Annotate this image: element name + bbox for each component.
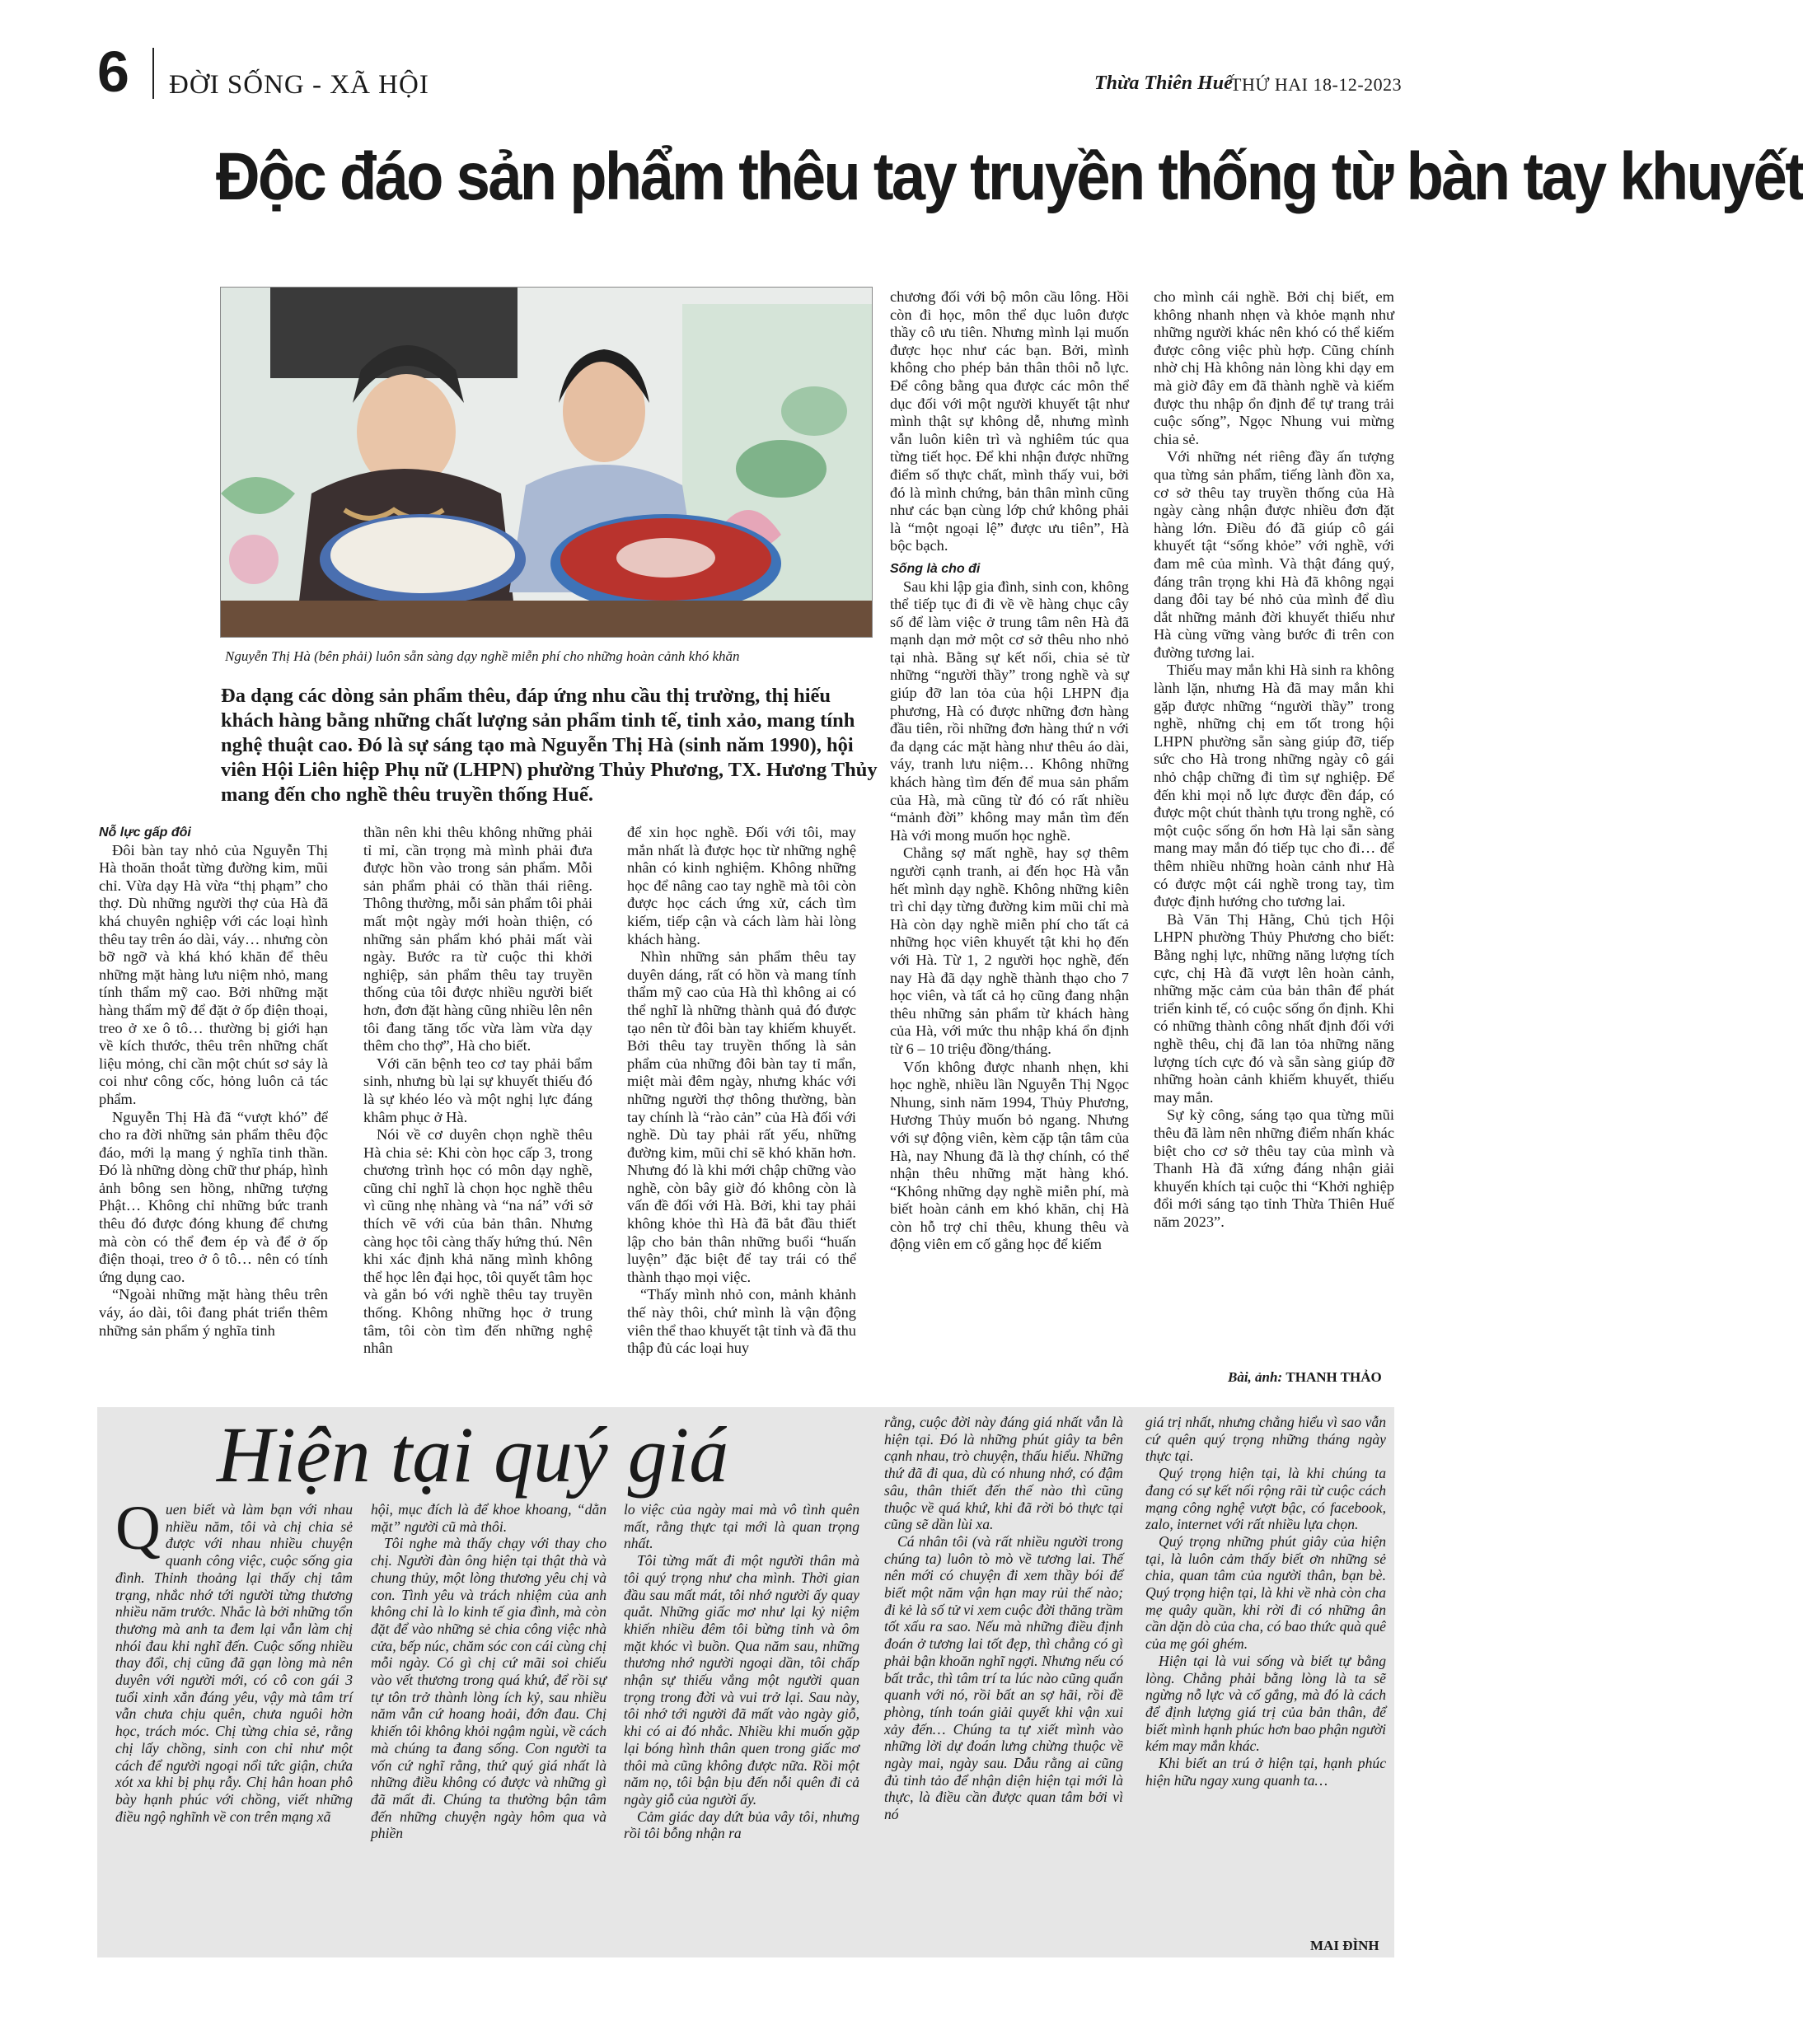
drop-cap: Q xyxy=(115,1494,161,1563)
byline-author: THANH THẢO xyxy=(1286,1369,1382,1385)
article-column-5 xyxy=(1154,288,1394,1231)
section-title: ĐỜI SỐNG - XÃ HỘI xyxy=(169,70,429,100)
paragraph: Với căn bệnh teo cơ tay phải bẩm sinh, nhưng bù lại sự khuyết thiếu đó là sự khéo léo và một nghị lực đáng khâm phục ở Hà. xyxy=(363,1055,592,1125)
embroidery-photo-illustration xyxy=(221,288,872,637)
paragraph: Bà Văn Thị Hằng, Chủ tịch Hội LHPN phường Thủy Phương cho biết: Bằng nghị lực, những năng lượng tích cực, chị Hà đã vượt lên hoàn cảnh, những mặc cảm của bản thân để phát triển kinh tế, có cuộc sống ổn định. Khi có những thành công nhất định đối với nghề thêu, chị đã lan tỏa những năng lượng tích cực đó và sẵn sàng giúp đỡ những hoàn cảnh khiếm khuyết, thiếu may mắn. xyxy=(1154,910,1394,1106)
essay-column-1 xyxy=(115,1494,353,1825)
page-number: 6 xyxy=(97,40,129,104)
paragraph: Nhìn những sản phẩm thêu tay duyên dáng, rất có hồn và mang tính thẩm mỹ cao của Hà thì không ai có thể nghĩ là những thành quả đó được tạo nên từ đôi bàn tay khiếm khuyết. Bởi thêu tay truyền thống là sản phẩm của những đôi bàn tay tỉ mẩn, miệt mài đêm ngày, nhưng khác với những người thợ thông thường, bàn tay chính là “rào cản” của Hà đối với nghề. Dù tay phải rất yếu, những đường kim, mũi chỉ sẽ khó khăn hơn. Nhưng đó là khi mới chập chững vào nghề, còn bây giờ đó không còn là vấn đề đối với Hà. Bởi, khi tay phải không khỏe thì Hà đã bắt đầu thiết lập cho bản thân những buổi “huấn luyện” đặc biệt để tay trái có thể thành thạo mọi việc. xyxy=(627,948,856,1285)
paragraph: “Thấy mình nhỏ con, mảnh khảnh thế này thôi, chứ mình là vận động viên thể thao khuyết tật tỉnh và đã thu thập đủ các loại huy xyxy=(627,1286,856,1357)
byline xyxy=(1228,1369,1382,1386)
article-photo xyxy=(220,287,873,638)
subheading: Sống là cho đi xyxy=(890,561,981,576)
paragraph: Quý trọng những phút giây của hiện tại, là luôn cảm thấy biết ơn những sẻ chia, quan tâm của người thân, bạn bè. Quý trọng hiện tại, là khi về nhà còn cha mẹ quây quần, khi rời đi có những ân cần dặn dò của cha, có bao thức quà quê của mẹ gói ghém. xyxy=(1145,1532,1386,1653)
paragraph: hội, mục đích là để khoe khoang, “dằn mặt” người cũ mà thôi. xyxy=(371,1501,606,1535)
header-divider xyxy=(152,48,154,99)
paragraph: Sự kỳ công, sáng tạo qua từng mũi thêu đã làm nên những điểm nhấn khác biệt cho cơ sở thêu tay của mình và Thanh Hà đã xứng đáng nhận giải khuyến khích tại cuộc thi “Khởi nghiệp đổi mới sáng tạo tỉnh Thừa Thiên Huế năm 2023”. xyxy=(1154,1106,1394,1230)
paragraph: Tôi từng mất đi một người thân mà tôi quý trọng như cha mình. Thời gian đầu sau mất mát, tôi nhớ người ấy quay quắt. Những giấc mơ như lại kỷ niệm khiến nhiều đêm tôi bừng tỉnh và ôm mặt khóc vì buồn. Qua năm sau, những thương nhớ người ngoại dần, tôi chấp nhận sự thiếu vắng một người quan trọng trong đời và vui trở lại. Sau này, tôi nhớ tới người đã mất vào ngày giỗ, khi có ai đó nhắc. Nhiều khi muốn gặp lại bóng hình thân quen trong giấc mơ thôi mà cũng không được nữa. Rồi một năm nọ, tôi bận bịu đến nỗi quên đi cả ngày giỗ của người ấy. xyxy=(624,1552,859,1808)
paragraph: “Ngoài những mặt hàng thêu trên váy, áo dài, tôi đang phát triển thêm những sản phẩm ý nghĩa tinh xyxy=(99,1286,328,1339)
issue-date: THỨ HAI 18-12-2023 xyxy=(1230,74,1403,95)
paragraph: Khi biết an trú ở hiện tại, hạnh phúc hiện hữu ngay xung quanh ta… xyxy=(1145,1755,1386,1789)
paragraph: Cảm giác day dứt bủa vây tôi, nhưng rồi tôi bỗng nhận ra xyxy=(624,1808,859,1842)
article-lead: Đa dạng các dòng sản phẩm thêu, đáp ứng nhu cầu thị trường, thị hiếu khách hàng bằng những chất lượng sản phẩm tinh tế, tinh xảo, mang tính nghệ thuật cao. Đó là sự sáng tạo mà Nguyễn Thị Hà (sinh năm 1990), hội viên Hội Liên hiệp Phụ nữ (LHPN) phường Thủy Phương, TX. Hương Thủy mang đến cho nghề thêu truyền thống Huế. xyxy=(221,685,878,806)
paragraph: Với những nét riêng đầy ấn tượng qua từng sản phẩm, tiếng lành đồn xa, cơ sở thêu tay truyền thống của Hà ngày càng nhận được nhiều đơn đặt hàng lớn. Điều đó đã giúp cô gái khuyết tật “sống khỏe” với nghề, với đam mê của mình. Và thật đáng quý, đáng trân trọng khi Hà đã không ngại dang đôi tay bé nhỏ của mình để dìu dắt những mảnh đời khuyết thiếu như Hà cùng vững vàng bước đi trên con đường tương lai. xyxy=(1154,448,1394,661)
paragraph: Thiếu may mắn khi Hà sinh ra không lành lặn, nhưng Hà đã may mắn khi gặp được những “người thầy” trong nghề, những chị em tốt trong hội LHPN phường sẵn sàng giúp đỡ, tiếp sức cho Hà trong những ngày cô gái nhỏ chập chững đi tìm sự nghiệp. Để đến khi mọi nỗ lực được đền đáp, có được một chút thành tựu trong nghề, có một cuộc sống ổn hơn Hà lại sẵn sàng mang may mắn đó tiếp tục cho đi… để thêm nhiều những hoàn cảnh như Hà có được một cái nghề trong tay, tìm được định hướng cho tương lai. xyxy=(1154,662,1394,910)
paragraph: uen biết và làm bạn với nhau nhiều năm, tôi và chị chia sẻ được với nhau nhiều chuyện quanh công việc, cuộc sống gia đình. Thỉnh thoảng lại thấy chị tâm trạng, nhắc nhớ tới người từng thương nhiều năm trước. Nhắc là bởi những tổn thương mà anh ta đem lại vẫn làm chị nhói đau khi nghĩ đến. Cuộc sống nhiều thay đổi, chị cũng đã gạn lòng mà nên duyên với người mới, có cô con gái 3 tuổi xinh xắn đáng yêu, vậy mà tâm trí vẫn chưa chịu quên, chưa nguôi hờn học, trách móc. Chị từng chia sẻ, rằng chị lấy chồng, sinh con chỉ như một cách để người ngoại nổi tức giận, chứa xót xa khi bị phụ rẫy. Chị hân hoan phô bày hạnh phúc với chồng, viết những điều ngộ nghĩnh về con trên mạng xã xyxy=(115,1501,353,1825)
paragraph: Tôi nghe mà thấy chạy với thay cho chị. Người đàn ông hiện tại thật thà và chung thủy, một lòng thương yêu chị và con. Tình yêu và trách nhiệm của anh không chỉ là lo kinh tế gia đình, mà còn đặt để vào những sẻ chia công việc nhà cửa, bếp núc, chăm sóc con cái cùng chị mỗi ngày. Có gì chị cứ mãi soi chiếu vào vết thương trong quá khứ, để rồi sự tự tôn trở thành lòng ích kỷ, sau nhiều năm vẫn cứ hoang hoải, đớn đau. Chị khiến tôi không khỏi ngậm ngùi, về cách mà chúng ta đang sống. Con người ta vốn cứ nghĩ rằng, thứ quý giá nhất là những điều không có được và những gì đã mất đi. Chúng ta thường bận tâm đến những chuyện ngày hôm qua và phiền xyxy=(371,1535,606,1842)
photo-caption: Nguyễn Thị Hà (bên phải) luôn sẵn sàng dạy nghề miễn phí cho những hoàn cảnh khó khăn xyxy=(225,648,740,664)
essay-column-4 xyxy=(884,1414,1123,1823)
essay-column-3 xyxy=(624,1501,859,1842)
paragraph: Hiện tại là vui sống và biết tự bằng lòng. Chẳng phải bằng lòng là ta sẽ ngừng nỗ lực và cố gắng, mà đó là cách để định lượng giá trị của bản thân, để biết mình hạnh phúc hơn bao phận người kém may mắn khác. xyxy=(1145,1652,1386,1755)
article-column-3 xyxy=(627,824,856,1358)
paragraph: Vốn không được nhanh nhẹn, khi học nghề, nhiều lần Nguyễn Thị Ngọc Nhung, sinh năm 1994, Thủy Phương, Hương Thủy muốn bỏ ngang. Nhưng với sự động viên, kèm cặp tận tâm của Hà, nay Nhung đã là thợ chính, có thể nhận thêu những mặt hàng khó. “Không những dạy nghề miễn phí, mà biết hoàn cảnh em khó khăn, chị Hà còn hỗ trợ chỉ thêu, khung thêu và động viên em cố gắng học để kiếm xyxy=(890,1058,1129,1253)
paragraph: để xin học nghề. Đối với tôi, may mắn nhất là được học từ những nghệ nhân có kinh nghiệm. Không những học để nâng cao tay nghề mà tôi còn được học cách ứng xử, cách tìm kiếm, tiếp cận và cách làm hài lòng khách hàng. xyxy=(627,824,856,947)
newspaper-name: Thừa Thiên Huế xyxy=(1094,72,1233,94)
article-column-1 xyxy=(99,824,328,1340)
subheading: Nỗ lực gấp đôi xyxy=(99,826,191,840)
paragraph: Chẳng sợ mất nghề, hay sợ thêm người cạnh tranh, ai đến học Hà vẫn hết mình dạy nghề. Không những kiên trì chỉ dạy từng đường kim mũi chỉ mà Hà còn dạy nghề miễn phí cho tất cả những học viên khuyết tật khi họ đến với Hà. Từ 1, 2 người học nghề, đến nay Hà đã dạy nghề thành thạo cho 7 học viên, và tất cả họ cũng đang nhận thêu những sản phẩm từ khách hàng của Hà, với mức thu nhập khá ổn định từ 6 – 10 triệu đồng/tháng. xyxy=(890,844,1129,1057)
paragraph: Nguyễn Thị Hà đã “vượt khó” để cho ra đời những sản phẩm thêu độc đáo, mới lạ mang ý nghĩa tinh thần. Đó là những dòng chữ thư pháp, hình ảnh bông sen hồng, những tượng Phật… Không chỉ những bức tranh thêu đó được đóng khung để chưng mà còn có thể đem ép và để ở ốp điện thoại, treo ở ô tô… nên có tính ứng dụng cao. xyxy=(99,1108,328,1285)
article-column-2 xyxy=(363,824,592,1358)
paragraph: rằng, cuộc đời này đáng giá nhất vẫn là hiện tại. Đó là những phút giây ta bên cạnh nhau, trò chuyện, thấu hiểu. Những thứ đã đi qua, dù có nhung nhớ, có đậm sâu, thân thiết đến thế nào thì cũng thuộc về quá khứ, khi đã rời bỏ thực tại cũng sẽ dần lùi xa. xyxy=(884,1414,1123,1533)
essay-author: MAI ĐÌNH xyxy=(1310,1938,1379,1953)
essay-title: Hiện tại quý giá xyxy=(217,1410,729,1499)
paragraph: Sau khi lập gia đình, sinh con, không thể tiếp tục đi đi về về hàng chục cây số để làm việc ở trung tâm nên Hà đã mạnh dạn mở một cơ sở thêu nho nhỏ tại nhà. Bằng sự kết nối, chia sẻ từ những “người thầy” trong nghề và sự giúp đỡ lan tỏa của hội LHPN địa phương, Hà có được những đơn hàng đầu tiên, rồi những đơn hàng thứ n với đa dạng các mặt hàng như thêu áo dài, váy, tranh lưu niệm… Không những khách hàng tìm đến để mua sản phẩm của Hà, mà cũng từ đó có rất nhiều “mảnh đời” không may mắn tìm đến Hà với mong muốn học nghề. xyxy=(890,578,1129,844)
paragraph: Nói về cơ duyên chọn nghề thêu Hà chia sẻ: Khi còn học cấp 3, trong chương trình học có môn dạy nghề, cũng chỉ nghĩ là chọn học nghề thêu vì cũng nhẹ nhàng và “na ná” với sở thích vẽ với của bản thân. Nhưng càng học tôi càng thấy hứng thú. Nên khi xác định khả năng mình không thể học lên đại học, tôi quyết tâm học và gắn bó với nghề thêu tay truyền thống. Không những học ở trung tâm, tôi còn tìm đến những nghệ nhân xyxy=(363,1126,592,1357)
paragraph: chương đối với bộ môn cầu lông. Hồi còn đi học, môn thể dục luôn được thầy cô ưu tiên. Nhưng mình lại muốn được học như các bạn. Bởi, mình không cho phép bản thân thôi nỗ lực. Để công bằng qua được các môn thể dục đối với một người khuyết tật như mình thật sự không dễ, nhưng mình vẫn luôn kiên trì và nghiêm túc qua từng tiết học. Để khi nhận được những điểm số thực chất, mình thấy vui, bởi đó là mình chứng, bản thân mình cũng như các bạn cùng lớp chứ không phải là “một ngoại lệ” được ưu tiên”, Hà bộc bạch. xyxy=(890,288,1129,554)
essay-column-5 xyxy=(1145,1414,1386,1789)
paragraph: Cá nhân tôi (và rất nhiều người trong chúng ta) luôn tò mò về tương lai. Thế nên mới có chuyện đi xem thầy bói để biết một năm vận hạn may rủi thế nào; đi kẻ là số tử vi xem cuộc đời thăng trầm tốt xấu ra sao. Nếu mà những điều định đoán ở tương lai tốt đẹp, thì chẳng có gì phải bận khoăn nghĩ ngợi. Nhưng nếu có bất trắc, thì tâm trí ta lúc nào cũng quẩn quanh với nó, rồi bất an sợ hãi, rồi đề phòng, tính toán giải quyết khi vận xui xảy đến… Chúng ta tự xiết mình vào những lời dự đoán lưng chừng thuộc về ngày mai, ngày sau. Dẫu rằng ai cũng đủ tinh tảo để nhận diện hiện tại mới là thực, là điều cần được quan tâm bởi vì nó xyxy=(884,1532,1123,1823)
byline-label: Bài, ảnh: xyxy=(1228,1369,1283,1385)
article-headline: Độc đáo sản phẩm thêu tay truyền thống từ bàn tay khuyết xyxy=(216,139,1803,214)
paragraph: thần nên khi thêu không những phải tỉ mỉ, cần trọng mà mình phải đưa được hồn vào trong sản phẩm. Mỗi sản phẩm phải có thần thái riêng. Thông thường, mỗi sản phẩm tôi phải mất một ngày mới hoàn thiện, có những sản phẩm khó phải mất vài ngày. Bước ra từ cuộc thi khởi nghiệp, sản phẩm thêu tay truyền thống của tôi được nhiều người biết hơn, đơn đặt hàng cũng nhiều lên nên tôi đang tăng tốc vừa làm vừa dạy thêm cho thợ”, Hà cho biết. xyxy=(363,824,592,1055)
paragraph: Quý trọng hiện tại, là khi chúng ta đang có sự kết nối rộng rãi từ cuộc cách mạng công nghệ vượt bậc, có facebook, zalo, internet với rất nhiều lựa chọn. xyxy=(1145,1465,1386,1533)
paragraph: cho mình cái nghề. Bởi chị biết, em không nhanh nhẹn và khỏe mạnh như những người khác nên khó có thể kiếm được công việc phù hợp. Cũng chính nhờ chị Hà không nản lòng khi dạy em mà giờ đây em đã thành nghề và kiếm được thu nhập ổn định để tự trang trải cuộc sống”, Ngọc Nhung vui mừng chia sẻ. xyxy=(1154,288,1394,447)
paragraph: Đôi bàn tay nhỏ của Nguyễn Thị Hà thoăn thoắt từng đường kim, mũi chỉ. Vừa dạy Hà vừa “thị phạm” cho thợ. Dù những người thợ của Hà đã khá chuyên nghiệp với các loại hình thêu tay trên áo dài, váy… nhưng còn bỡ ngỡ và khá khó khăn để thêu những mặt hàng lưu niệm nhỏ, mang tính thẩm mỹ cao. Bởi những mặt hàng thẩm mỹ để đặt ở ốp điện thoại, treo ở xe ô tô… thường bị giới hạn về kích thước, thêu trên những chất liệu mỏng, chỉ cần một chút sơ sảy là coi như công cốc, hỏng luôn cả tác phẩm. xyxy=(99,841,328,1107)
article-column-4 xyxy=(890,288,1129,1254)
paragraph: lo việc của ngày mai mà vô tình quên mất, rằng thực tại mới là quan trọng nhất. xyxy=(624,1501,859,1552)
paragraph: giá trị nhất, nhưng chẳng hiểu vì sao vẫn cứ quên quý trọng những tháng ngày thực tại. xyxy=(1145,1414,1386,1465)
essay-column-2 xyxy=(371,1501,606,1842)
